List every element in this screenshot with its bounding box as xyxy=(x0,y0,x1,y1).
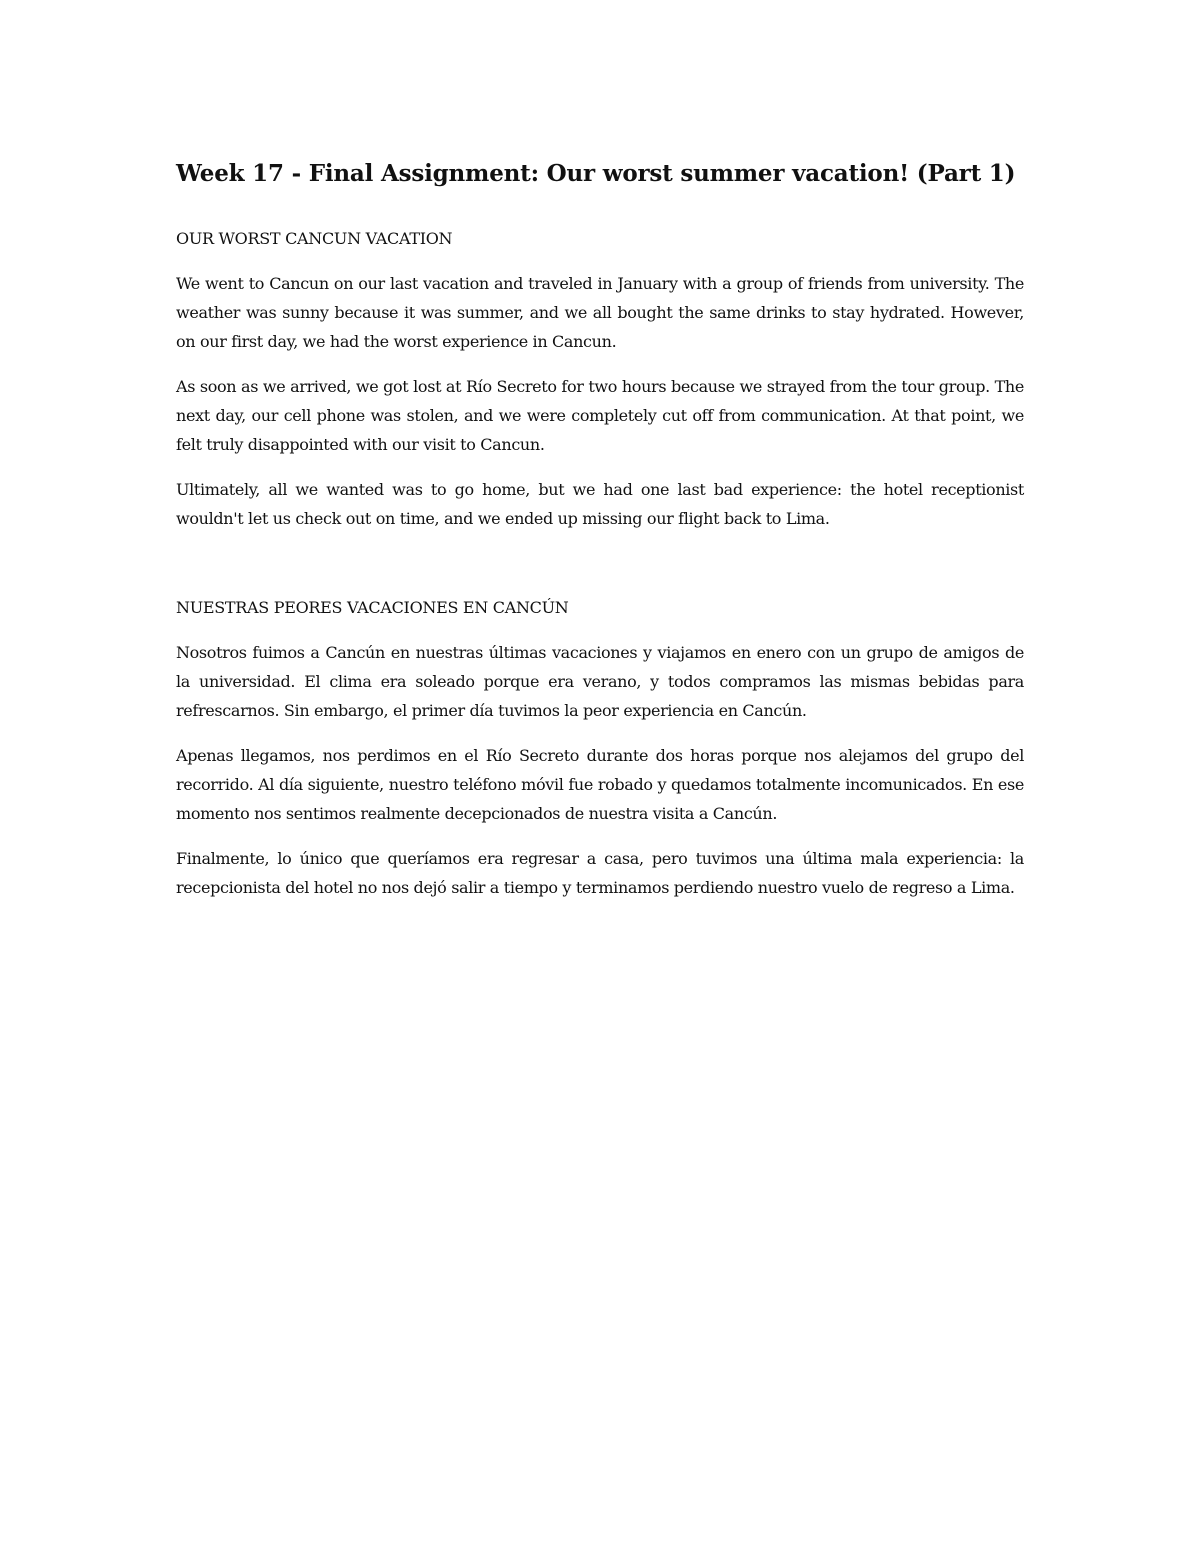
english-paragraph-3: Ultimately, all we wanted was to go home, but we had one last bad experience: the hotel receptionist wouldn't let us check out on time, and we ended up missing our flight back to Lima. xyxy=(176,480,1024,528)
spanish-paragraph-2: Apenas llegamos, nos perdimos en el Río Secreto durante dos horas porque nos alejamos del grupo del recorrido. Al día siguiente, nuestro teléfono móvil fue robado y quedamos totalmente incomunicados. En ese momento nos sentimos realmente decepcionados de nuestra visita a Cancún. xyxy=(176,746,1024,823)
document-title: Week 17 - Final Assignment: Our worst summer vacation! (Part 1) xyxy=(176,160,1016,187)
english-paragraph-2: As soon as we arrived, we got lost at Río Secreto for two hours because we strayed from the tour group. The next day, our cell phone was stolen, and we were completely cut off from communication. At that point, we felt truly disappointed with our visit to Cancun. xyxy=(176,377,1024,454)
english-section xyxy=(176,224,1024,533)
spanish-paragraph-3: Finalmente, lo único que queríamos era regresar a casa, pero tuvimos una última mala experiencia: la recepcionista del hotel no nos dejó salir a tiempo y terminamos perdiendo nuestro vuelo de regreso a Lima. xyxy=(176,849,1024,897)
spanish-heading: NUESTRAS PEORES VACACIONES EN CANCÚN xyxy=(176,598,569,617)
english-paragraph-1: We went to Cancun on our last vacation and traveled in January with a group of friends from university. The weather was sunny because it was summer, and we all bought the same drinks to stay hydrated. However, on our first day, we had the worst experience in Cancun. xyxy=(176,274,1024,351)
spanish-paragraph-1: Nosotros fuimos a Cancún en nuestras últimas vacaciones y viajamos en enero con un grupo de amigos de la universidad. El clima era soleado porque era verano, y todos compramos las mismas bebidas para refrescarnos. Sin embargo, el primer día tuvimos la peor experiencia en Cancún. xyxy=(176,643,1024,720)
section-spacer xyxy=(176,549,1024,593)
document-page xyxy=(176,152,1024,918)
spanish-section xyxy=(176,593,1024,902)
english-heading: OUR WORST CANCUN VACATION xyxy=(176,229,453,248)
